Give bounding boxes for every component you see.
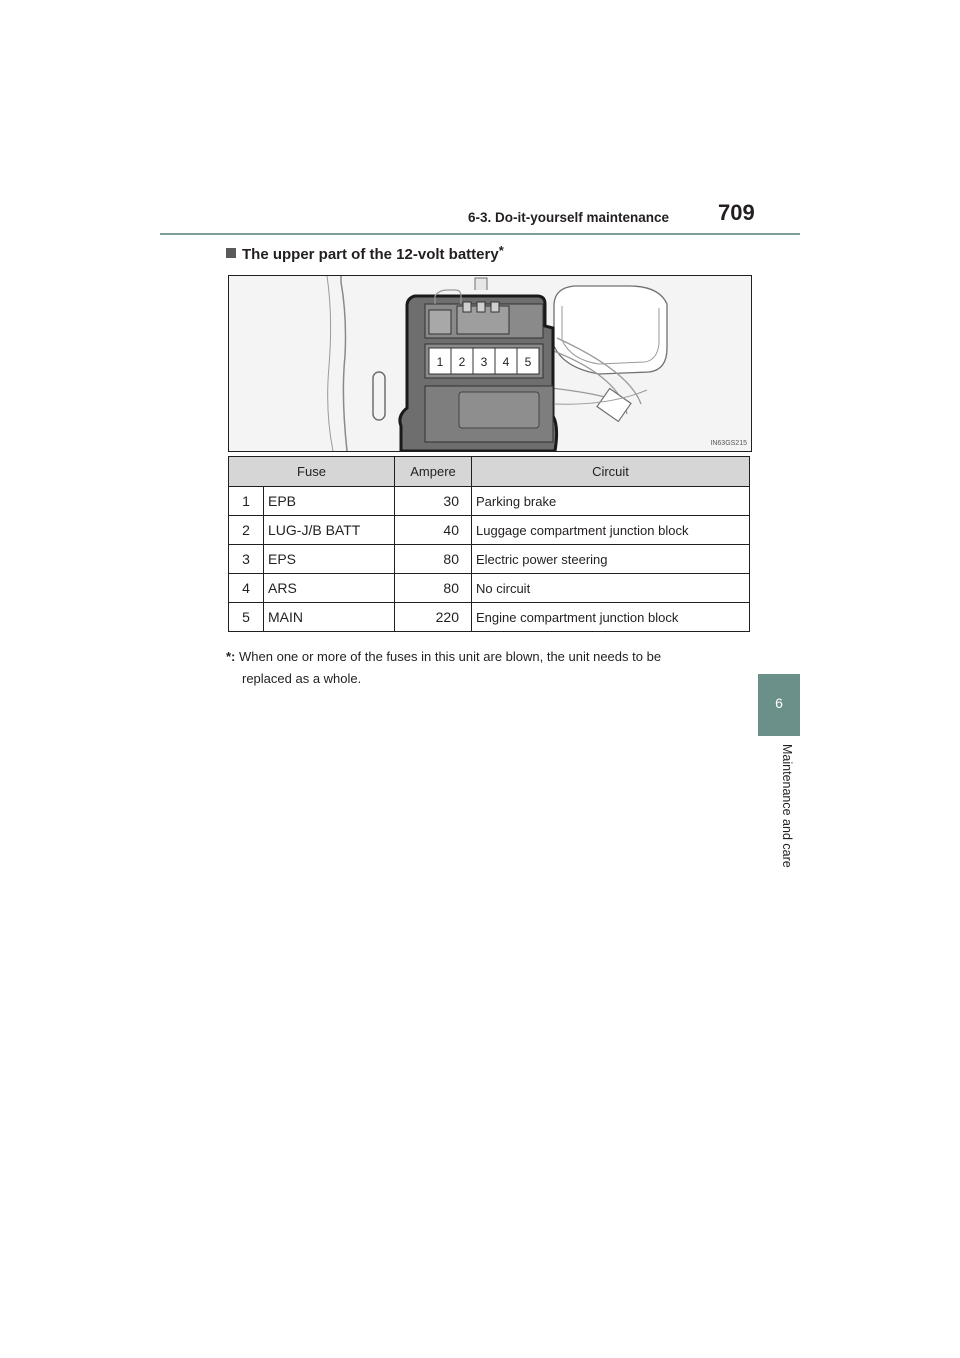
fuse-block-illustration <box>228 275 752 452</box>
footnote <box>226 646 746 690</box>
fuse-circuit: Luggage compartment junction block <box>472 516 750 545</box>
fuse-circuit: Electric power steering <box>472 545 750 574</box>
fuse-ampere: 40 <box>395 516 472 545</box>
fuse-ampere: 80 <box>395 574 472 603</box>
table-row <box>229 516 750 545</box>
section-heading-mark: * <box>498 243 504 258</box>
footnote-line-1 <box>226 646 746 668</box>
fuse-number: 3 <box>229 545 264 574</box>
footnote-mark: *: <box>226 649 236 664</box>
fuse-circuit: Parking brake <box>472 487 750 516</box>
section-heading-text: The upper part of the 12-volt battery <box>242 246 499 263</box>
table-row <box>229 574 750 603</box>
footnote-text-1: When one or more of the fuses in this unit are blown, the unit needs to be <box>239 649 662 664</box>
chapter-tab <box>758 674 800 736</box>
fuse-name: MAIN <box>264 603 395 632</box>
fuse-circuit: No circuit <box>472 574 750 603</box>
chapter-number: 6 <box>775 695 783 711</box>
fuse-number: 2 <box>229 516 264 545</box>
fuse-name: EPB <box>264 487 395 516</box>
fuse-circuit: Engine compartment junction block <box>472 603 750 632</box>
header-circuit: Circuit <box>472 457 750 487</box>
fuse-table <box>228 456 750 632</box>
chapter-label: Maintenance and care <box>780 744 794 868</box>
table-row <box>229 487 750 516</box>
fuse-number: 5 <box>229 603 264 632</box>
table-row <box>229 545 750 574</box>
illustration-code: IN63GS215 <box>710 440 747 447</box>
fuse-label-5: 5 <box>524 355 532 369</box>
fuse-label-1: 1 <box>436 355 444 369</box>
page-number: 709 <box>718 200 755 225</box>
footnote-line-2: replaced as a whole. <box>242 671 362 686</box>
header-rule <box>160 233 800 235</box>
fuse-number: 4 <box>229 574 264 603</box>
fuse-name: EPS <box>264 545 395 574</box>
header-section-title: 6-3. Do-it-yourself maintenance <box>468 210 670 225</box>
header-fuse: Fuse <box>229 457 395 487</box>
fuse-number: 1 <box>229 487 264 516</box>
fuse-label-2: 2 <box>458 355 466 369</box>
fuse-ampere: 80 <box>395 545 472 574</box>
fuse-ampere: 30 <box>395 487 472 516</box>
bullet-square-icon <box>226 248 236 258</box>
fuse-name: ARS <box>264 574 395 603</box>
fuse-label-4: 4 <box>502 355 510 369</box>
fuse-ampere: 220 <box>395 603 472 632</box>
fuse-label-3: 3 <box>480 355 488 369</box>
table-header-row <box>229 457 750 487</box>
table-row <box>229 603 750 632</box>
header-ampere: Ampere <box>395 457 472 487</box>
fuse-name: LUG-J/B BATT <box>264 516 395 545</box>
section-heading <box>226 243 504 263</box>
